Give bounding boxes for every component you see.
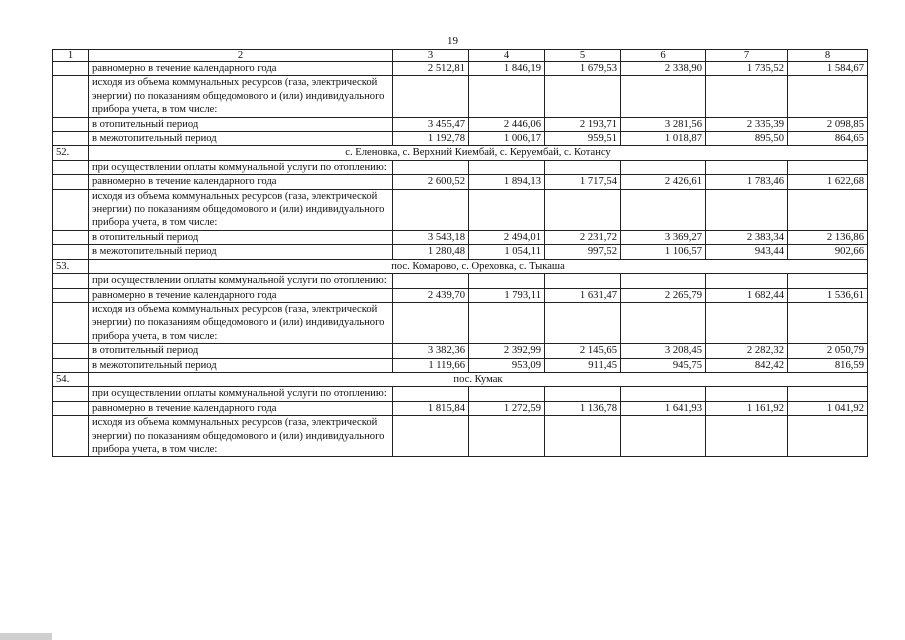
value-cell: 943,44 (706, 245, 788, 259)
empty-cell (621, 416, 706, 457)
empty-cell (621, 189, 706, 230)
value-cell: 1 106,57 (621, 245, 706, 259)
value-cell: 3 208,45 (621, 344, 706, 358)
value-cell: 895,50 (706, 132, 788, 146)
value-cell: 2 338,90 (621, 62, 706, 76)
value-cell: 1 793,11 (469, 288, 545, 302)
row-label: в межотопительный период (89, 358, 393, 372)
row-number-cell (53, 230, 89, 244)
value-cell: 945,75 (621, 358, 706, 372)
empty-cell (545, 416, 621, 457)
value-cell: 1 136,78 (545, 401, 621, 415)
row-number-cell (53, 245, 89, 259)
empty-cell (393, 160, 469, 174)
row-number-cell (53, 76, 89, 117)
row-label: в отопительный период (89, 117, 393, 131)
value-cell: 2 282,32 (706, 344, 788, 358)
value-cell: 2 335,39 (706, 117, 788, 131)
value-cell: 2 600,52 (393, 175, 469, 189)
section-row (53, 146, 868, 160)
empty-cell (469, 76, 545, 117)
value-cell: 1 536,61 (788, 288, 868, 302)
column-number-header (53, 50, 868, 62)
value-cell: 1 717,54 (545, 175, 621, 189)
value-cell: 2 193,71 (545, 117, 621, 131)
empty-cell (621, 160, 706, 174)
header-cell: 7 (706, 50, 788, 62)
value-cell: 2 098,85 (788, 117, 868, 131)
empty-cell (621, 274, 706, 288)
description-row (53, 302, 868, 343)
header-cell: 1 (53, 50, 89, 62)
empty-cell (545, 302, 621, 343)
value-cell: 959,51 (545, 132, 621, 146)
value-cell: 3 543,18 (393, 230, 469, 244)
value-cell: 3 281,56 (621, 117, 706, 131)
value-cell: 3 369,27 (621, 230, 706, 244)
value-cell: 2 136,86 (788, 230, 868, 244)
value-cell: 1 054,11 (469, 245, 545, 259)
empty-cell (393, 274, 469, 288)
row-label: в межотопительный период (89, 132, 393, 146)
empty-cell (788, 189, 868, 230)
value-cell: 1 783,46 (706, 175, 788, 189)
value-cell: 864,65 (788, 132, 868, 146)
section-number: 52. (53, 146, 89, 160)
empty-cell (393, 76, 469, 117)
value-cell: 953,09 (469, 358, 545, 372)
empty-cell (706, 189, 788, 230)
value-cell: 1 280,48 (393, 245, 469, 259)
empty-cell (706, 76, 788, 117)
header-cell: 2 (89, 50, 393, 62)
row-label: равномерно в течение календарного года (89, 175, 393, 189)
table-row (53, 344, 868, 358)
row-number-cell (53, 288, 89, 302)
row-label: в межотопительный период (89, 245, 393, 259)
value-cell: 816,59 (788, 358, 868, 372)
empty-cell (706, 416, 788, 457)
section-number: 53. (53, 259, 89, 273)
description-row (53, 387, 868, 401)
value-cell: 1 018,87 (621, 132, 706, 146)
empty-cell (469, 160, 545, 174)
row-label: равномерно в течение календарного года (89, 288, 393, 302)
table-row (53, 117, 868, 131)
row-label: при осуществлении оплаты коммунальной услуги по отоплению: (89, 387, 393, 401)
value-cell: 2 050,79 (788, 344, 868, 358)
value-cell: 2 426,61 (621, 175, 706, 189)
page-number: 19 (447, 35, 458, 47)
empty-cell (393, 387, 469, 401)
row-label: в отопительный период (89, 344, 393, 358)
value-cell: 2 265,79 (621, 288, 706, 302)
empty-cell (545, 189, 621, 230)
value-cell: 1 679,53 (545, 62, 621, 76)
row-number-cell (53, 62, 89, 76)
empty-cell (788, 274, 868, 288)
empty-cell (706, 387, 788, 401)
value-cell: 1 584,67 (788, 62, 868, 76)
value-cell: 1 846,19 (469, 62, 545, 76)
empty-cell (545, 160, 621, 174)
empty-cell (393, 302, 469, 343)
description-row (53, 274, 868, 288)
row-label: исходя из объема коммунальных ресурсов (газа, электрической энергии) по показаниям общедомового и (или) индивидуального прибора учета, в том числе: (89, 189, 393, 230)
value-cell: 2 439,70 (393, 288, 469, 302)
header-cell: 6 (621, 50, 706, 62)
empty-cell (469, 189, 545, 230)
header-cell: 8 (788, 50, 868, 62)
value-cell: 2 145,65 (545, 344, 621, 358)
table-row (53, 288, 868, 302)
value-cell: 1 622,68 (788, 175, 868, 189)
empty-cell (706, 302, 788, 343)
section-number: 54. (53, 372, 89, 386)
row-number-cell (53, 358, 89, 372)
row-number-cell (53, 117, 89, 131)
value-cell: 902,66 (788, 245, 868, 259)
header-cell: 3 (393, 50, 469, 62)
value-cell: 2 446,06 (469, 117, 545, 131)
empty-cell (621, 302, 706, 343)
empty-cell (469, 302, 545, 343)
empty-cell (621, 387, 706, 401)
table-row (53, 358, 868, 372)
row-number-cell (53, 175, 89, 189)
row-label: в отопительный период (89, 230, 393, 244)
value-cell: 842,42 (706, 358, 788, 372)
row-number-cell (53, 401, 89, 415)
table-row (53, 230, 868, 244)
value-cell: 1 894,13 (469, 175, 545, 189)
empty-cell (545, 274, 621, 288)
header-cell: 5 (545, 50, 621, 62)
row-number-cell (53, 387, 89, 401)
value-cell: 1 631,47 (545, 288, 621, 302)
empty-cell (788, 302, 868, 343)
row-label: при осуществлении оплаты коммунальной услуги по отоплению: (89, 160, 393, 174)
section-locality: пос. Кумак (89, 372, 868, 386)
table-row (53, 245, 868, 259)
section-locality: пос. Комарово, с. Ореховка, с. Тыкаша (89, 259, 868, 273)
value-cell: 1 006,17 (469, 132, 545, 146)
table-row (53, 132, 868, 146)
empty-cell (788, 160, 868, 174)
row-number-cell (53, 416, 89, 457)
empty-cell (393, 416, 469, 457)
tariff-table (52, 49, 868, 457)
value-cell: 3 455,47 (393, 117, 469, 131)
row-number-cell (53, 160, 89, 174)
row-label: исходя из объема коммунальных ресурсов (газа, электрической энергии) по показаниям общедомового и (или) индивидуального прибора учета, в том числе: (89, 76, 393, 117)
table-row (53, 401, 868, 415)
value-cell: 1 161,92 (706, 401, 788, 415)
section-row (53, 259, 868, 273)
value-cell: 997,52 (545, 245, 621, 259)
value-cell: 1 735,52 (706, 62, 788, 76)
row-label: исходя из объема коммунальных ресурсов (газа, электрической энергии) по показаниям общедомового и (или) индивидуального прибора учета, в том числе: (89, 302, 393, 343)
value-cell: 2 494,01 (469, 230, 545, 244)
table-row (53, 175, 868, 189)
description-row (53, 76, 868, 117)
value-cell: 2 392,99 (469, 344, 545, 358)
table-row (53, 62, 868, 76)
empty-cell (545, 387, 621, 401)
empty-cell (545, 76, 621, 117)
description-row (53, 416, 868, 457)
value-cell: 1 641,93 (621, 401, 706, 415)
value-cell: 3 382,36 (393, 344, 469, 358)
value-cell: 1 119,66 (393, 358, 469, 372)
row-number-cell (53, 302, 89, 343)
value-cell: 1 041,92 (788, 401, 868, 415)
empty-cell (706, 274, 788, 288)
value-cell: 2 512,81 (393, 62, 469, 76)
row-number-cell (53, 189, 89, 230)
value-cell: 1 815,84 (393, 401, 469, 415)
section-row (53, 372, 868, 386)
row-number-cell (53, 344, 89, 358)
section-locality: с. Еленовка, с. Верхний Киембай, с. Керуембай, с. Котансу (89, 146, 868, 160)
empty-cell (788, 387, 868, 401)
value-cell: 1 682,44 (706, 288, 788, 302)
description-row (53, 160, 868, 174)
row-label: исходя из объема коммунальных ресурсов (газа, электрической энергии) по показаниям общедомового и (или) индивидуального прибора учета, в том числе: (89, 416, 393, 457)
row-label: равномерно в течение календарного года (89, 62, 393, 76)
row-number-cell (53, 132, 89, 146)
empty-cell (469, 274, 545, 288)
value-cell: 1 272,59 (469, 401, 545, 415)
value-cell: 911,45 (545, 358, 621, 372)
empty-cell (706, 160, 788, 174)
empty-cell (469, 416, 545, 457)
empty-cell (393, 189, 469, 230)
row-label: равномерно в течение календарного года (89, 401, 393, 415)
scan-edge-mark (0, 633, 52, 640)
empty-cell (621, 76, 706, 117)
empty-cell (788, 416, 868, 457)
empty-cell (788, 76, 868, 117)
value-cell: 2 231,72 (545, 230, 621, 244)
value-cell: 1 192,78 (393, 132, 469, 146)
empty-cell (469, 387, 545, 401)
row-number-cell (53, 274, 89, 288)
value-cell: 2 383,34 (706, 230, 788, 244)
header-cell: 4 (469, 50, 545, 62)
table-body (53, 62, 868, 457)
row-label: при осуществлении оплаты коммунальной услуги по отоплению: (89, 274, 393, 288)
description-row (53, 189, 868, 230)
